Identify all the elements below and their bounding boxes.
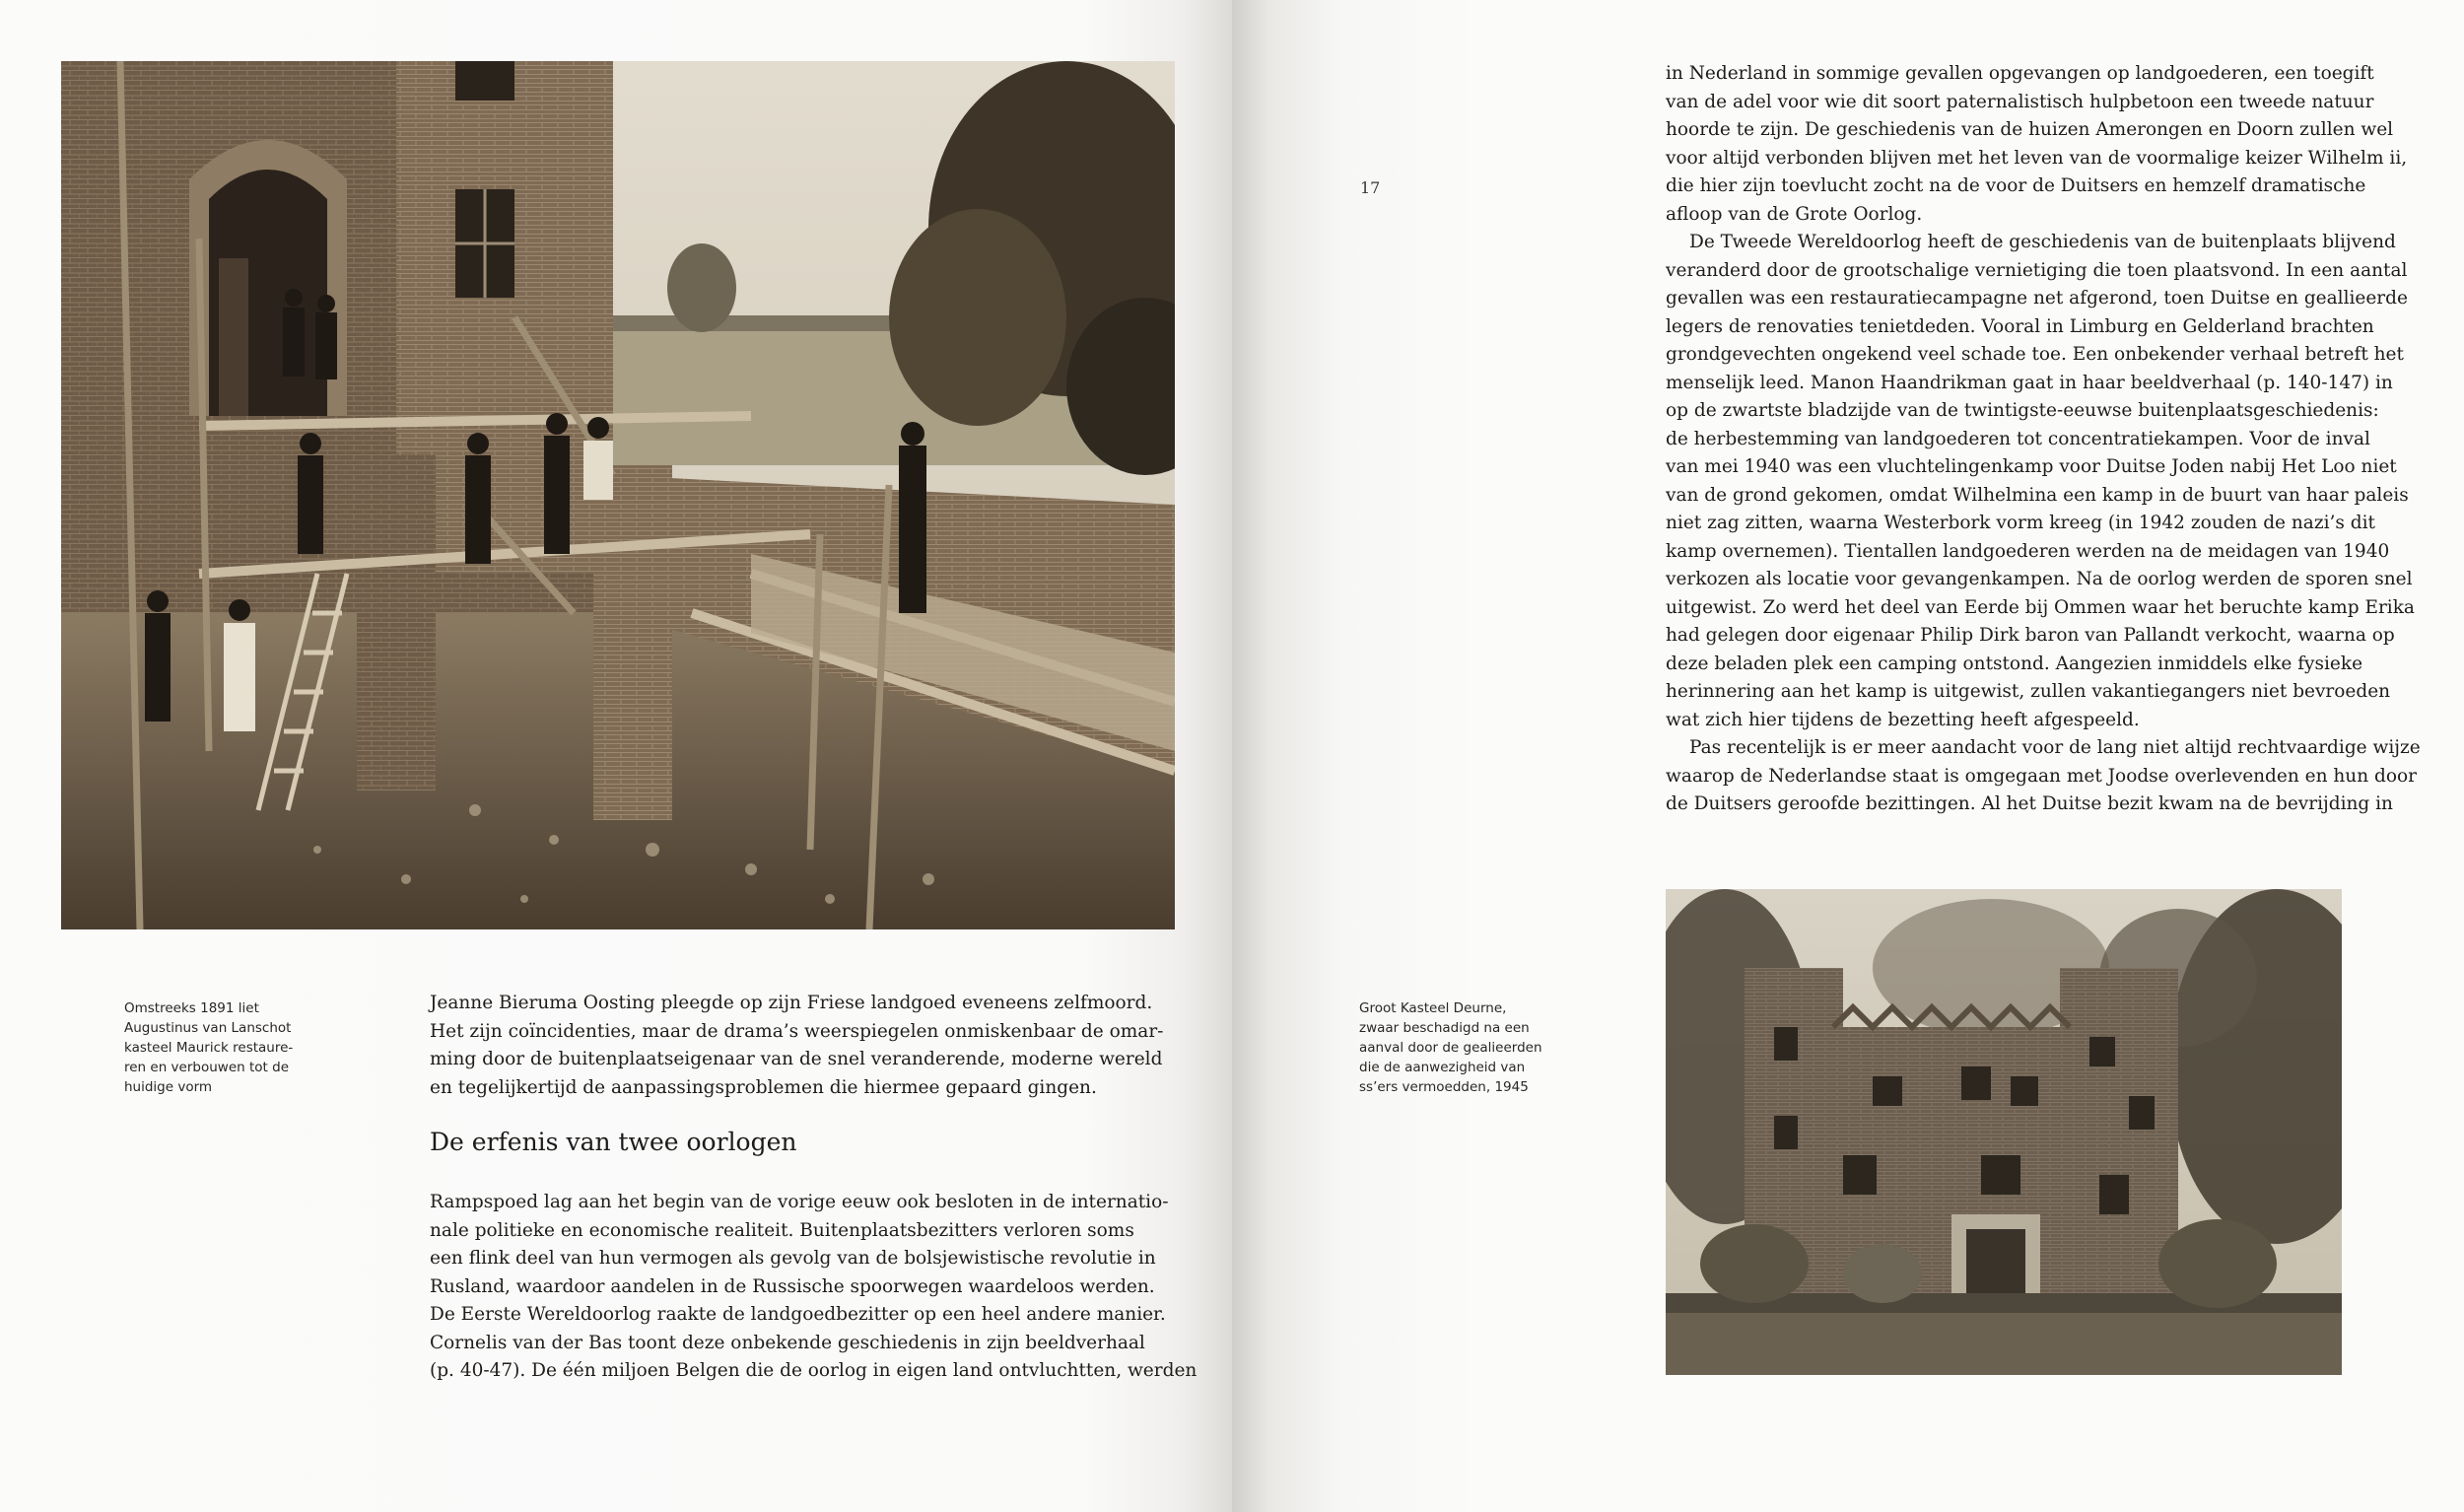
text-line: de herbestemming van landgoederen tot concentratiekampen. Voor de inval (1666, 428, 2370, 449)
text-line: verkozen als locatie voor gevangenkampen. Na de oorlog werden de sporen snel (1666, 569, 2413, 589)
text-line: in Nederland in sommige gevallen opgevangen op landgoederen, een toegift (1666, 63, 2374, 84)
text-line: Rampspoed lag aan het begin van de vorige eeuw ook besloten in de internatio- (430, 1192, 1169, 1212)
text-line: herinnering aan het kamp is uitgewist, zullen vakantiegangers niet bevroeden (1666, 681, 2391, 702)
caption-maurick (124, 998, 321, 1097)
caption-line: zwaar beschadigd na een (1359, 1020, 1530, 1036)
text-line: ming door de buitenplaatseigenaar van de snel veranderende, moderne wereld (430, 1049, 1163, 1069)
text-line: van mei 1940 was een vluchtelingenkamp voor Duitse Joden nabij Het Loo niet (1666, 456, 2397, 477)
photo-kasteel-maurick (61, 61, 1175, 929)
text-line: de Duitsers geroofde bezittingen. Al het Duitse bezit kwam na de bevrijding in (1666, 793, 2393, 814)
caption-line: Groot Kasteel Deurne, (1359, 1000, 1507, 1016)
text-line: veranderd door de grootschalige vernietiging die toen plaatsvond. In een aantal (1666, 259, 2408, 281)
text-line: grondgevechten ongekend veel schade toe. Een onbekender verhaal betreft het (1666, 344, 2404, 365)
text-line: Pas recentelijk is er meer aandacht voor de lang niet altijd rechtvaardige wijze (1689, 737, 2421, 758)
text-line: niet zag zitten, waarna Westerbork vorm kreeg (in 1942 zouden de nazi’s dit (1666, 513, 2375, 533)
text-line: voor altijd verbonden blijven met het leven van de voormalige keizer Wilhelm ii, (1666, 147, 2408, 169)
text-line: kamp overnemen). Tientallen landgoederen werden na de meidagen van 1940 (1666, 540, 2390, 562)
caption-line: Augustinus van Lanschot (124, 1020, 292, 1036)
caption-line: ren en verbouwen tot de (124, 1060, 289, 1075)
page-number: 17 (1360, 178, 1381, 197)
text-line: gevallen was een restauratiecampagne net afgerond, toen Duitse en geallieerde (1666, 288, 2408, 309)
caption-line: huidige vorm (124, 1079, 213, 1095)
text-line: De Tweede Wereldoorlog heeft de geschiedenis van de buitenplaats blijvend (1689, 232, 2396, 252)
text-line: nale politieke en economische realiteit. Buitenplaatsbezitters verloren soms (430, 1219, 1134, 1241)
text-line: wat zich hier tijdens de bezetting heeft afgespeeld. (1666, 709, 2140, 730)
text-line: menselijk leed. Manon Haandrikman gaat in haar beeldverhaal (p. 140-147) in (1666, 372, 2393, 393)
caption-line: ss’ers vermoedden, 1945 (1359, 1079, 1529, 1095)
text-line: Het zijn coïncidenties, maar de drama’s weerspiegelen onmiskenbaar de omar- (430, 1020, 1164, 1042)
section-heading: De erfenis van twee oorlogen (430, 1128, 797, 1156)
caption-line: Omstreeks 1891 liet (124, 1000, 259, 1016)
text-line: en tegelijkertijd de aanpassingsproblemen die hiermee gepaard gingen. (430, 1076, 1097, 1098)
left-paragraph-1 (430, 990, 1164, 1102)
caption-line: die de aanwezigheid van (1359, 1060, 1526, 1075)
text-line: hoorde te zijn. De geschiedenis van de huizen Amerongen en Doorn zullen wel (1666, 119, 2394, 140)
caption-line: aanval door de gealieerden (1359, 1040, 1542, 1056)
text-line: een flink deel van hun vermogen als gevolg van de bolsjewistische revolutie in (430, 1248, 1156, 1269)
caption-deurne (1359, 998, 1556, 1097)
text-line: Jeanne Bieruma Oosting pleegde op zijn Friese landgoed eveneens zelfmoord. (430, 993, 1153, 1013)
text-line: die hier zijn toevlucht zocht na de voor de Duitsers en hemzelf dramatische (1666, 175, 2366, 196)
right-body-text (1666, 60, 2421, 819)
photo-kasteel-deurne (1666, 889, 2342, 1375)
text-line: van de adel voor wie dit soort paternalistisch hulpbetoon een tweede natuur (1666, 91, 2374, 112)
caption-line: kasteel Maurick restaure- (124, 1040, 294, 1056)
text-line: (p. 40-47). De één miljoen Belgen die de oorlog in eigen land ontvluchtten, werden (430, 1360, 1198, 1381)
text-line: Cornelis van der Bas toont deze onbekende geschiedenis in zijn beeldverhaal (430, 1332, 1145, 1353)
text-line: op de zwartste bladzijde van de twintigste-eeuwse buitenplaatsgeschiedenis: (1666, 400, 2379, 421)
text-line: deze beladen plek een camping ontstond. Aangezien inmiddels elke fysieke (1666, 653, 2363, 674)
text-line: legers de renovaties tenietdeden. Vooral in Limburg en Gelderland brachten (1666, 315, 2374, 337)
text-line: van de grond gekomen, omdat Wilhelmina een kamp in de buurt van haar paleis (1666, 484, 2409, 506)
text-line: waarop de Nederlandse staat is omgegaan met Joodse overlevenden en hun door (1666, 765, 2417, 787)
text-line: afloop van de Grote Oorlog. (1666, 203, 1923, 225)
text-line: uitgewist. Zo werd het deel van Eerde bij Ommen waar het beruchte kamp Erika (1666, 596, 2415, 618)
left-paragraph-2 (430, 1189, 1198, 1386)
text-line: Rusland, waardoor aandelen in de Russische spoorwegen waardeloos werden. (430, 1275, 1155, 1297)
text-line: De Eerste Wereldoorlog raakte de landgoedbezitter op een heel andere manier. (430, 1304, 1166, 1325)
text-line: had gelegen door eigenaar Philip Dirk baron van Pallandt verkocht, waarna op (1666, 625, 2395, 646)
